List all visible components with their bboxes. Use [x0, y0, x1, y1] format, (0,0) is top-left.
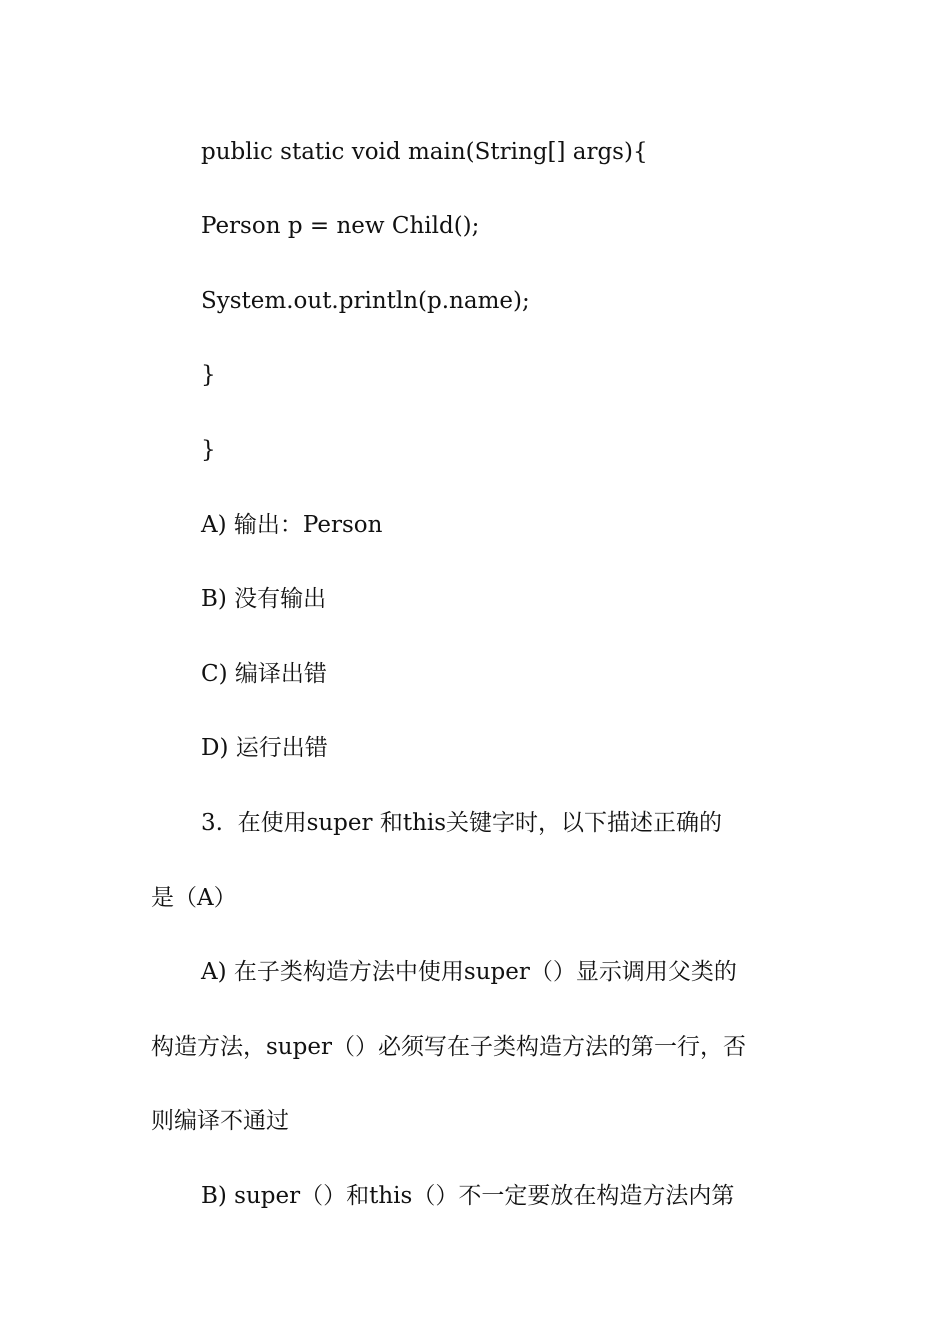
q2-option-b: B) 没有输出: [201, 586, 327, 612]
q2-option-c: C) 编译出错: [201, 661, 327, 687]
code-line-main-signature: public static void main(String[] args){: [201, 139, 648, 165]
q3-stem: 3. 在使用super 和this关键字时，以下描述正确的: [201, 810, 723, 836]
q3-option-a-continued: 则编译不通过: [151, 1108, 289, 1134]
q2-option-a: A) 输出：Person: [201, 512, 383, 538]
q3-option-a-continued: 构造方法，super（）必须写在子类构造方法的第一行，否: [151, 1034, 746, 1060]
q3-option-b: B) super（）和this（）不一定要放在构造方法内第: [201, 1183, 735, 1209]
code-line-closing-brace: }: [201, 362, 216, 388]
code-line-println: System.out.println(p.name);: [201, 288, 530, 314]
q2-option-d: D) 运行出错: [201, 735, 328, 761]
code-line-closing-brace: }: [201, 437, 216, 463]
code-line-person-declaration: Person p = new Child();: [201, 213, 480, 239]
q3-stem-continued: 是（A）: [151, 885, 237, 911]
q3-option-a: A) 在子类构造方法中使用super（）显示调用父类的: [201, 959, 737, 985]
